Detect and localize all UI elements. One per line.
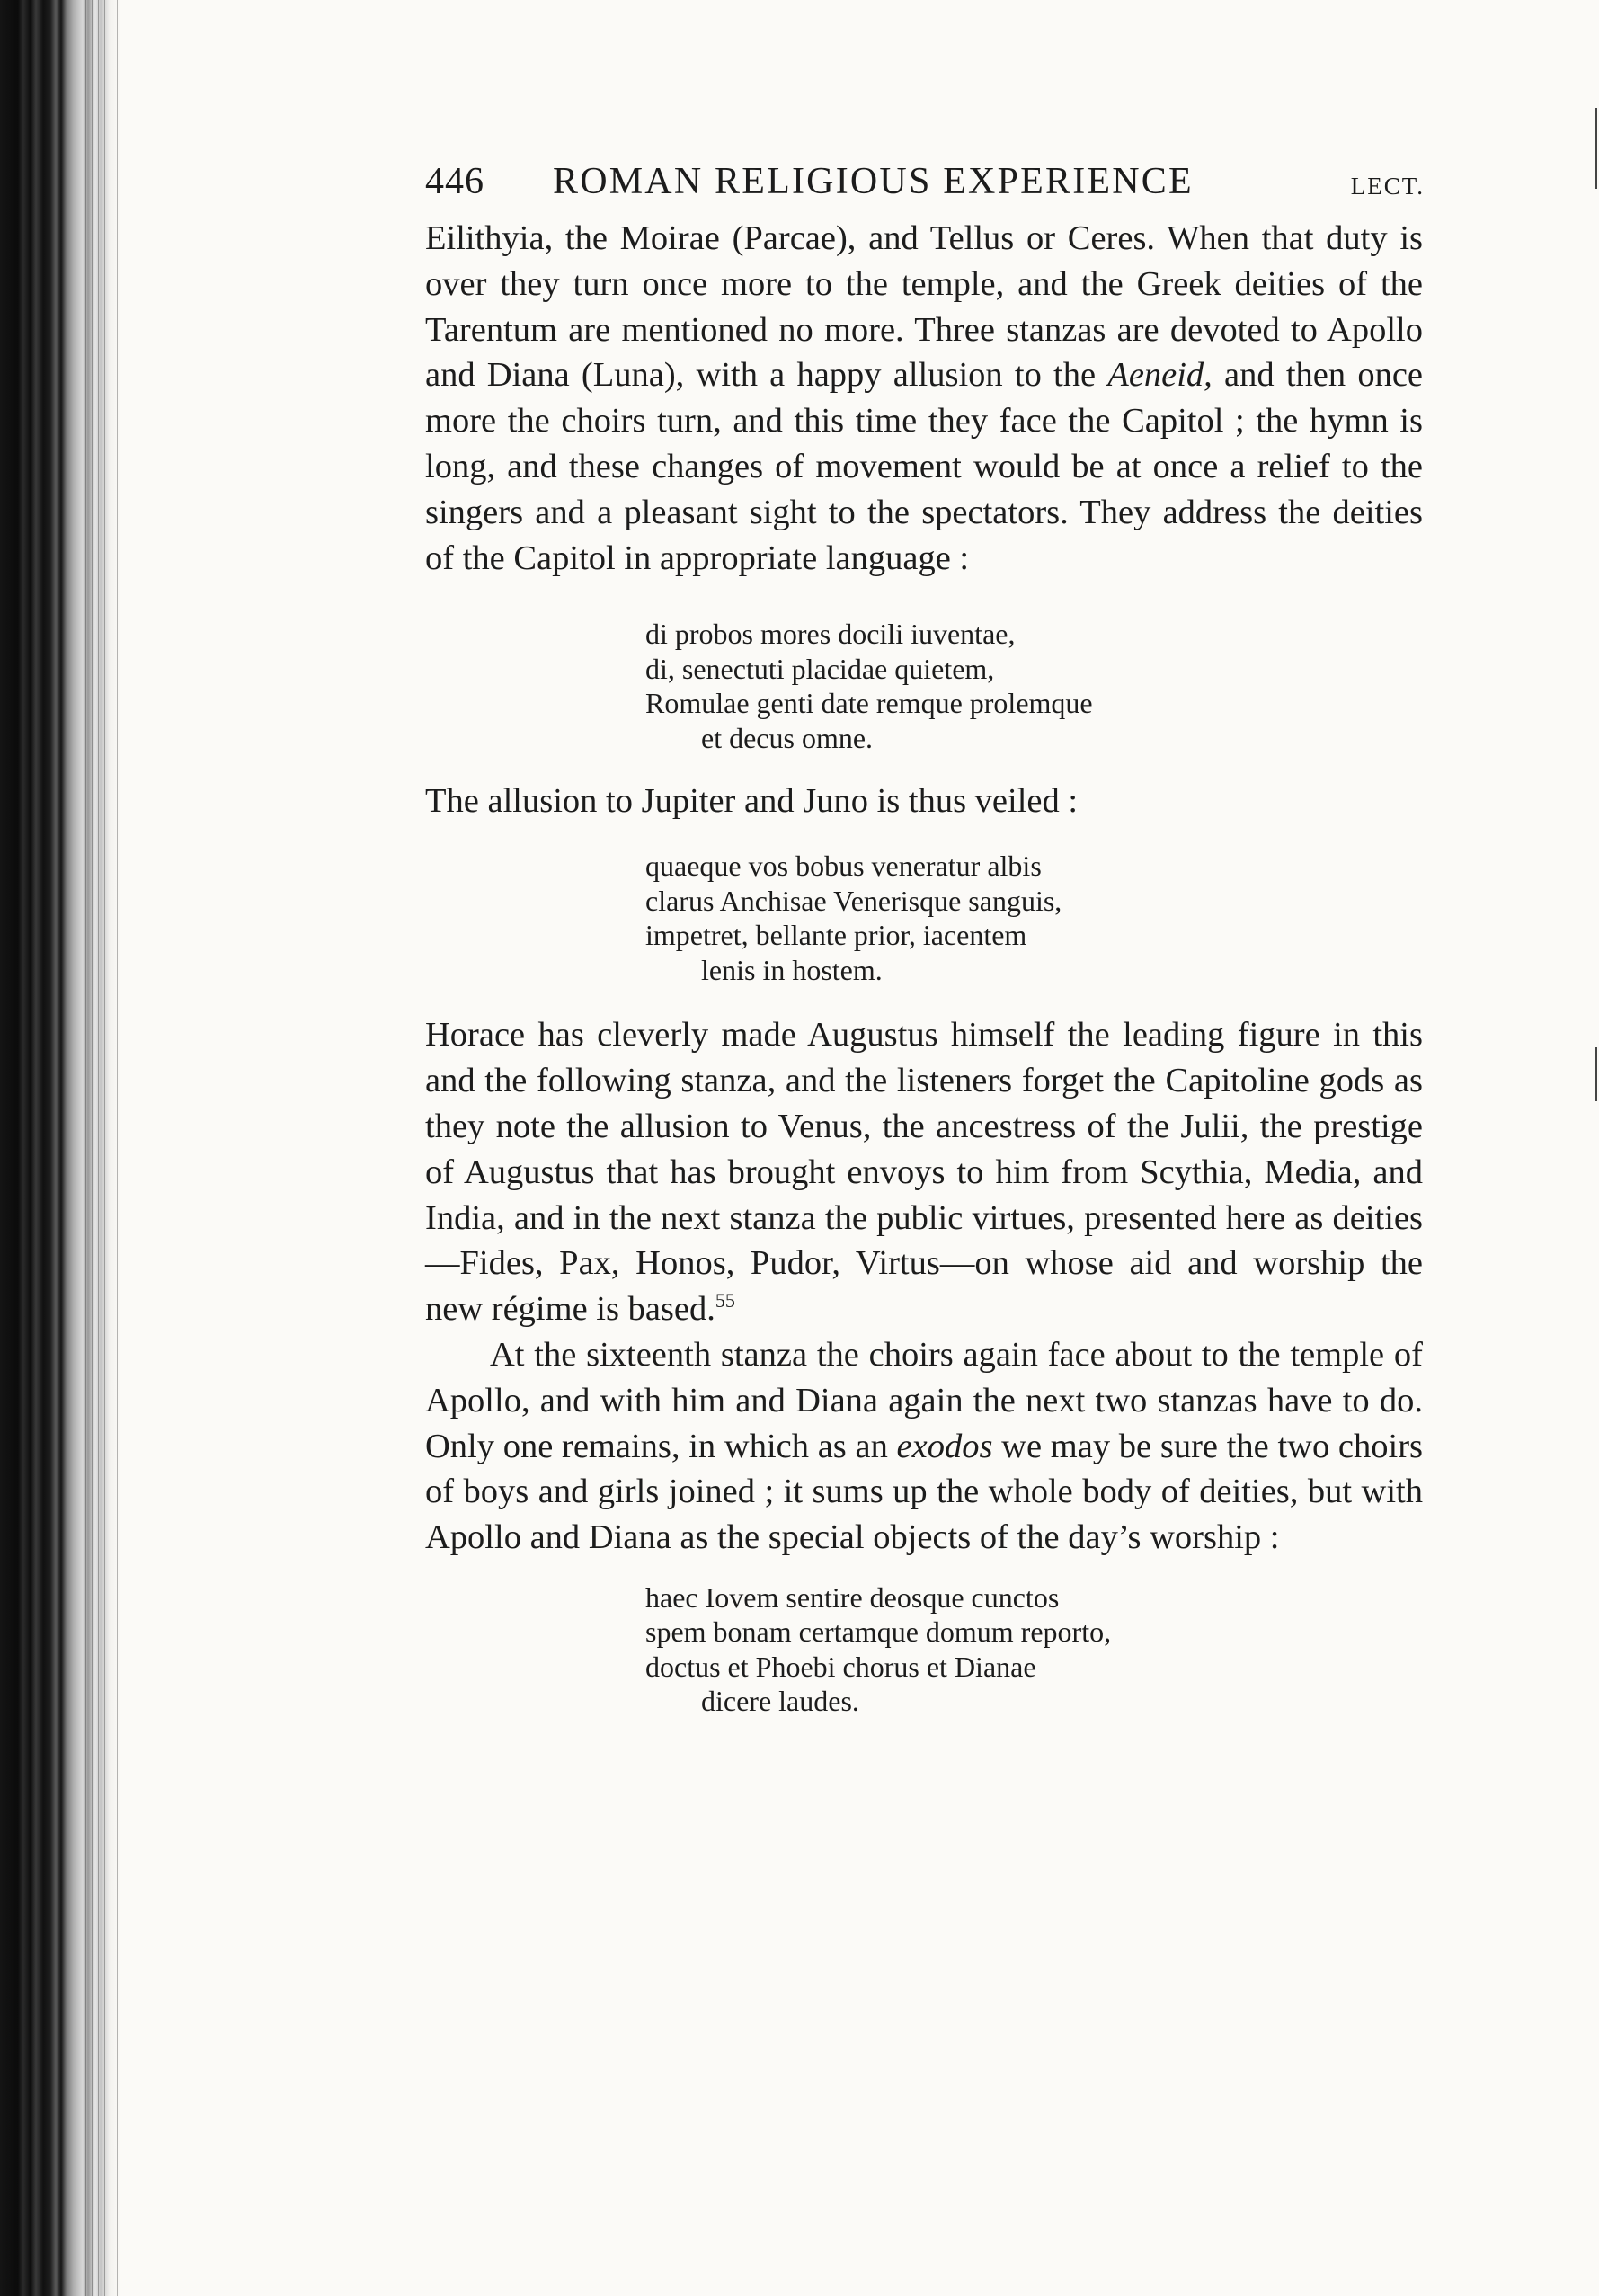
verse-line: clarus Anchisae Venerisque sanguis, (645, 884, 1062, 917)
verse-line: di probos mores docili iuventae, (645, 618, 1016, 651)
verse-line: di, senectuti placidae quietem, (645, 652, 995, 685)
paragraph-1-text-a: Eilithyia, the Moirae (Parcae), and Tellus or Ceres. When that duty is over they turn once more to the temple, and the Greek deities of the Tarentum are mentioned no more. Three stanzas are devoted to Apollo and Diana (Luna), with a happy allusion to the (425, 219, 1423, 395)
running-head (425, 151, 1423, 214)
paragraph-3 (425, 1012, 1423, 1332)
verse-line: quaeque vos bobus veneratur albis (645, 850, 1042, 883)
verse-quote-3 (425, 1580, 1423, 1719)
verse-line: spem bonam certamque domum reporto, (645, 1615, 1112, 1649)
aeneid-italic: Aeneid, (1107, 356, 1213, 395)
exodos-italic: exodos (896, 1427, 993, 1465)
verse-line: et decus omne. (701, 721, 874, 754)
verse-quote-1 (425, 617, 1423, 755)
paragraph-1 (425, 216, 1423, 581)
verse-quote-2 (425, 849, 1423, 987)
paragraph-1-text-b: and then once more the choirs turn, and this time they face the Capitol ; the hymn is long, and these changes of movement would be at once a relief to the singers and a pleasant sight to the spectators. They address the deities of the Capitol in appropriate language : (425, 356, 1423, 577)
verse-line: impetret, bellante prior, iacentem (645, 919, 1027, 952)
verse-line: lenis in hostem. (701, 953, 883, 986)
verse-line: Romulae genti date remque prolemque (645, 687, 1093, 720)
running-section: LECT. (1350, 173, 1425, 200)
verse-line: dicere laudes. (701, 1685, 859, 1718)
verse-line: doctus et Phoebi chorus et Dianae (645, 1650, 1036, 1683)
paragraph-2: The allusion to Jupiter and Juno is thus veiled : (425, 782, 1079, 821)
paragraph-4-text-a: At the sixteenth stanza the choirs again face about to the temple of Apollo, and with him and Diana again the next two stanzas have to do. Only one remains, in which as an (425, 1335, 1423, 1465)
paragraph-4-text-b: we may be sure the two choirs of boys and girls joined ; it sums up the whole body of deities, but with Apollo and Diana as the special objects of the day’s worship : (425, 1427, 1424, 1557)
paragraph-3-text: Horace has cleverly made Augustus himself the leading figure in this and the following stanza, and the listeners forget the Capitoline gods as they note the allusion to Venus, the ancestress of the Julii, the prestige of Augustus that has brought envoys to him from Scythia, Media, and India, and in the next stanza the public virtues, presented here as deities—Fides, Pax, Honos, Pudor, Virtus—on whose aid and worship the new régime is based. (425, 1016, 1423, 1329)
right-edge-mark (1595, 1047, 1597, 1101)
page-number: 446 (425, 161, 484, 202)
verse-line: haec Iovem sentire deosque cunctos (645, 1580, 1060, 1614)
footnote-reference: 55 (715, 1289, 735, 1313)
right-edge-mark (1595, 108, 1597, 189)
paragraph-4 (425, 1332, 1423, 1561)
book-page (425, 151, 1423, 1719)
running-title: ROMAN RELIGIOUS EXPERIENCE (553, 161, 1194, 202)
binding-page-edges (85, 0, 121, 2296)
